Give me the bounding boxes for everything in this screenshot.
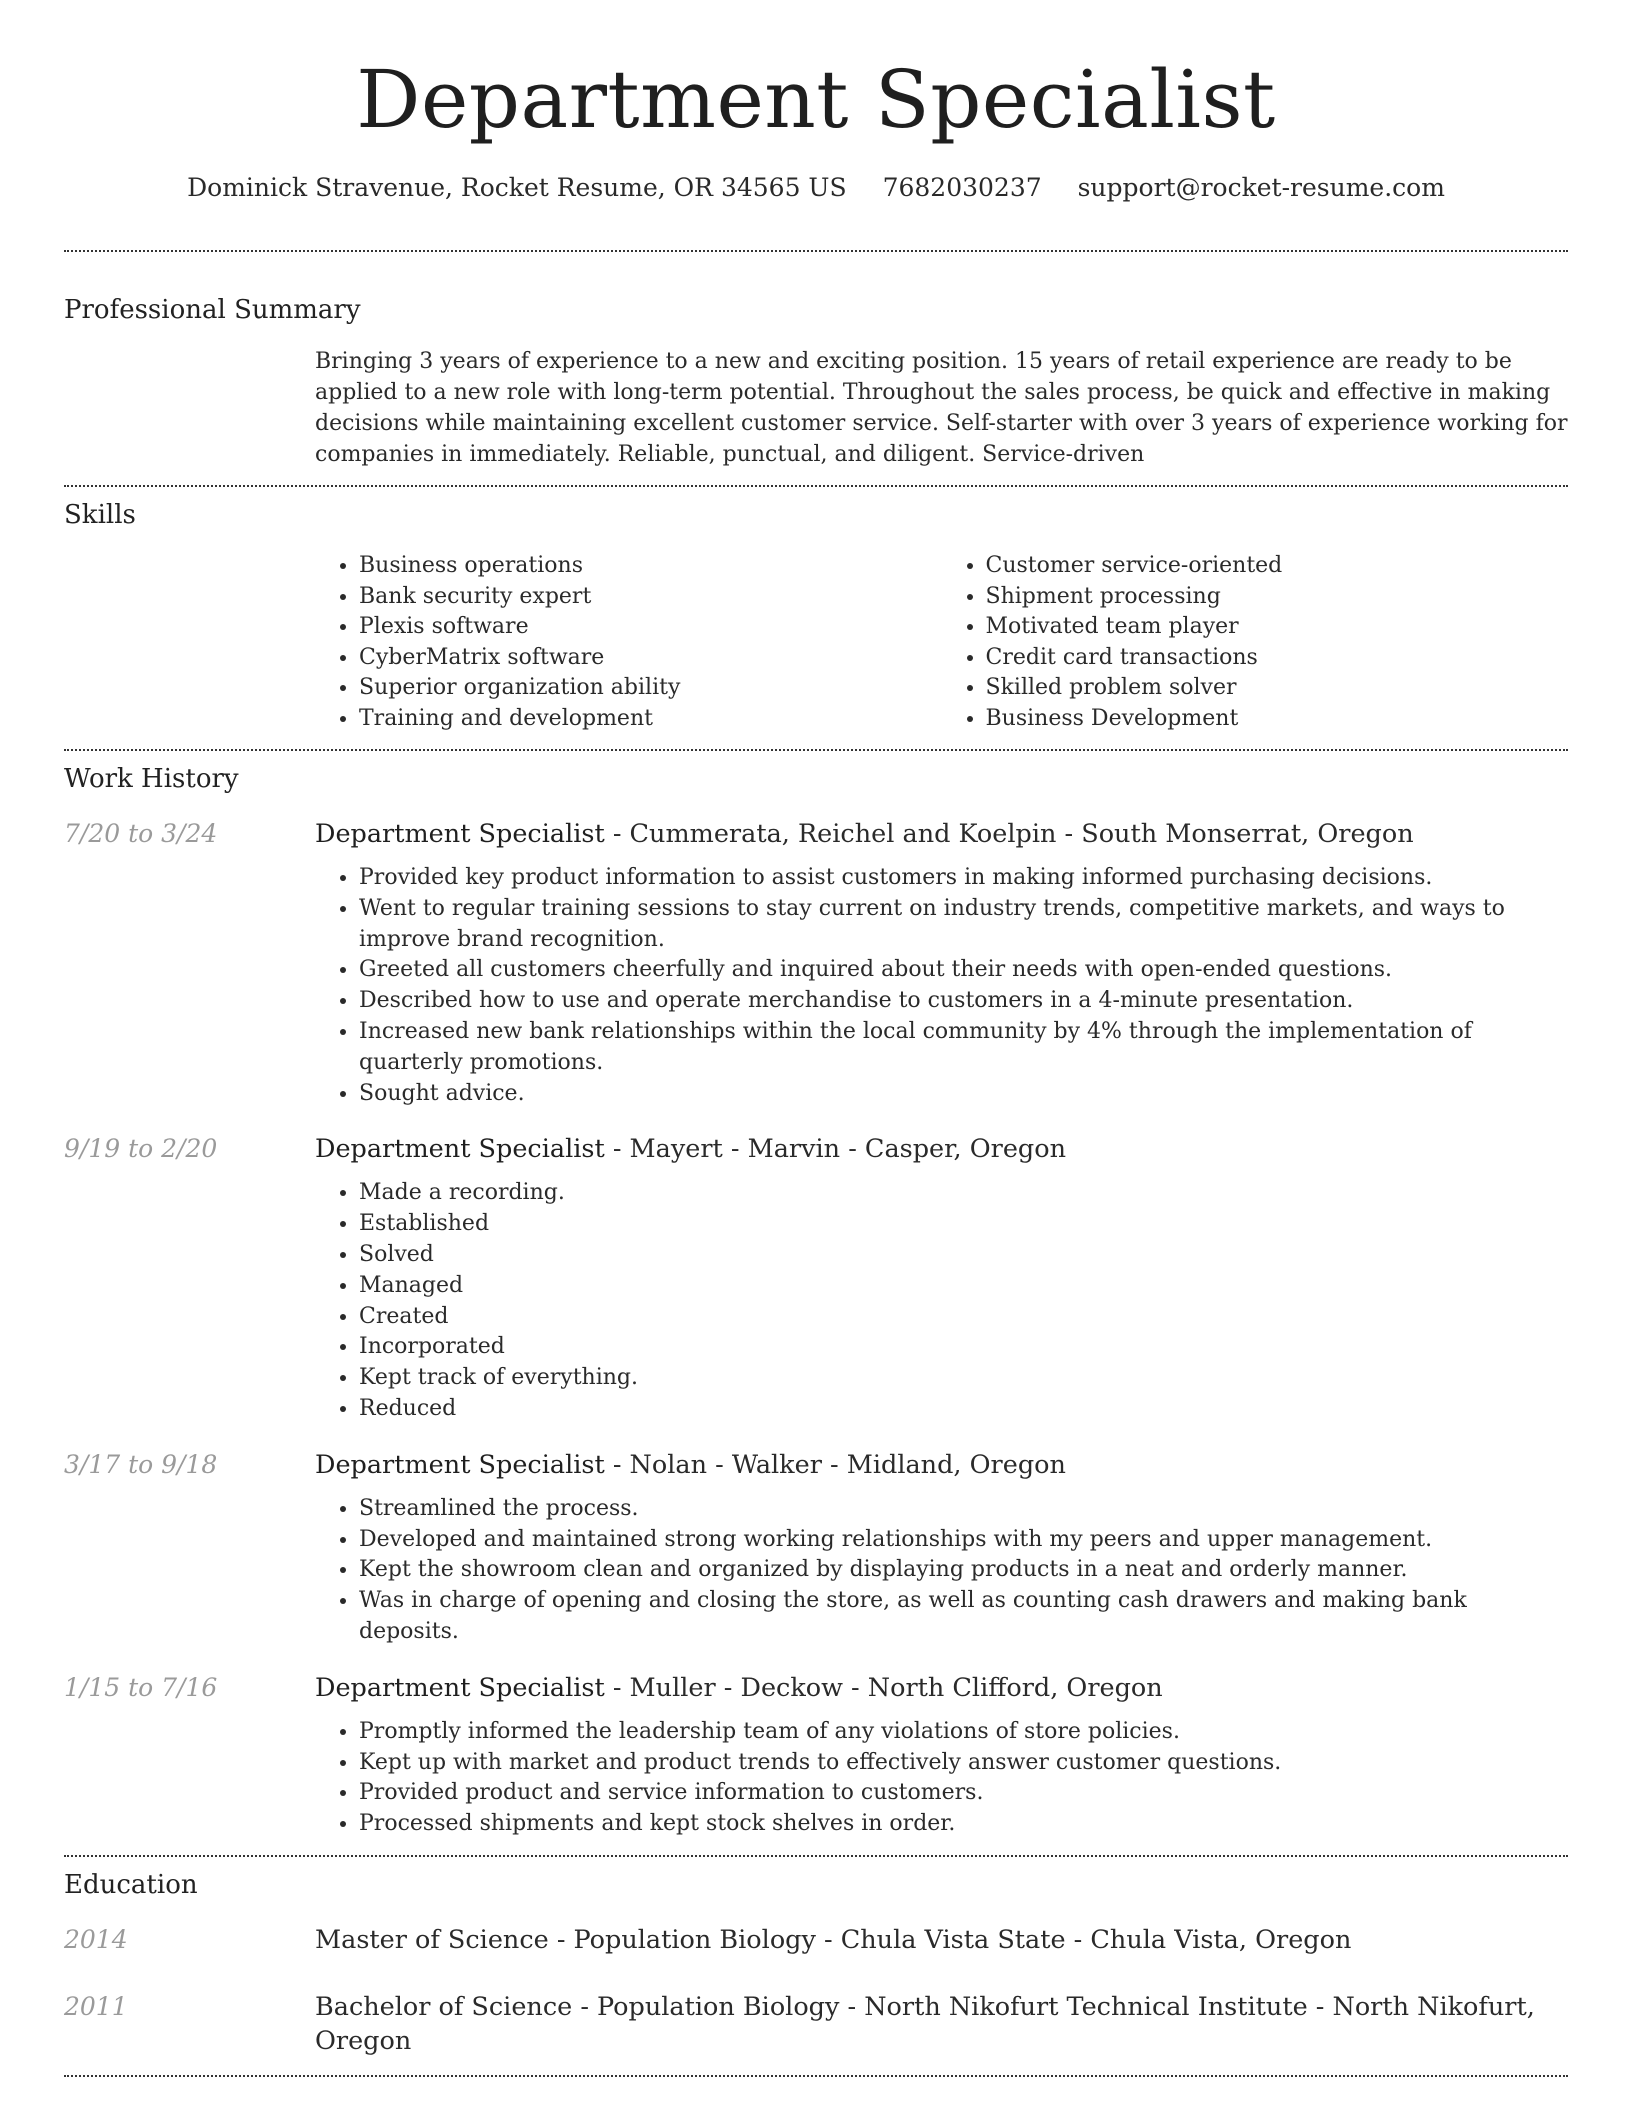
job-bullets [315, 1717, 1568, 1840]
education-degree: Master of Science - Population Biology [315, 1924, 816, 1955]
education-section [64, 1857, 1568, 2058]
skill-item: • CyberMatrix software [359, 643, 942, 674]
education-heading [315, 1923, 1568, 1957]
skill-item: • Business operations [359, 551, 942, 582]
section-title-education: Education [64, 1869, 198, 1900]
job-bullet: • Kept track of everything. [359, 1363, 1568, 1394]
job-bullet: • Created [359, 1302, 1568, 1333]
job-bullet: • Provided key product information to assist customers in making informed purchasing decisions. [359, 863, 1568, 894]
candidate-name: Department Specialist [356, 53, 1276, 146]
job-bullet: • Incorporated [359, 1332, 1568, 1363]
job-role: Department Specialist [315, 1672, 605, 1703]
job-role: Department Specialist [315, 1449, 605, 1480]
job-bullet: • Went to regular training sessions to stay current on industry trends, competitive markets, and ways to improve brand recognition. [359, 894, 1568, 956]
skill-item: • Shipment processing [986, 582, 1569, 613]
job-bullets [315, 1178, 1568, 1424]
job-bullet: • Increased new bank relationships within the local community by 4% through the implementation of quarterly promotions. [359, 1017, 1568, 1079]
education-year: 2014 [64, 1924, 128, 1954]
skills-list-left [315, 551, 942, 734]
job-bullet: • Streamlined the process. [359, 1494, 1568, 1525]
contact-address: Dominick Stravenue, Rocket Resume, OR 34565 US [187, 173, 847, 202]
job-bullets [315, 863, 1568, 1109]
education-year: 2011 [64, 1991, 128, 2021]
job-entry [64, 1671, 1568, 1840]
job-heading [315, 817, 1568, 851]
skill-item: • Business Development [986, 704, 1569, 735]
job-dates: 1/15 to 7/16 [64, 1672, 218, 1702]
section-title-skills: Skills [64, 500, 136, 530]
education-degree: Bachelor of Science - Population Biology [315, 1991, 840, 2022]
job-bullet: • Greeted all customers cheerfully and inquired about their needs with open-ended questions. [359, 955, 1568, 986]
job-bullet: • Solved [359, 1240, 1568, 1271]
job-bullet: • Sought advice. [359, 1079, 1568, 1110]
summary-body [315, 346, 1568, 470]
resume-header [64, 0, 1568, 206]
education-details: - North Nikofurt Technical Institute - North Nikofurt, Oregon [315, 1991, 1535, 2056]
job-bullet: • Managed [359, 1271, 1568, 1302]
job-bullet: • Kept the showroom clean and organized by displaying products in a neat and orderly manner. [359, 1555, 1568, 1586]
skills-section [64, 487, 1568, 734]
job-bullet: • Was in charge of opening and closing the store, as well as counting cash drawers and making bank deposits. [359, 1586, 1568, 1648]
job-heading [315, 1671, 1568, 1705]
job-dates: 3/17 to 9/18 [64, 1449, 218, 1479]
job-bullet: • Established [359, 1209, 1568, 1240]
job-entry [64, 1132, 1568, 1424]
skill-item: • Motivated team player [986, 612, 1569, 643]
job-entry [64, 817, 1568, 1109]
job-details: - Nolan - Walker - Midland, Oregon [604, 1449, 1066, 1480]
skill-item: • Plexis software [359, 612, 942, 643]
contact-phone: 7682030237 [882, 173, 1042, 202]
education-details: - Chula Vista State - Chula Vista, Oregon [815, 1924, 1352, 1955]
job-bullet: • Provided product and service information to customers. [359, 1778, 1568, 1809]
job-bullet: • Kept up with market and product trends to effectively answer customer questions. [359, 1748, 1568, 1779]
skill-item: • Training and development [359, 704, 942, 735]
work-section [64, 751, 1568, 1840]
job-dates: 7/20 to 3/24 [64, 819, 218, 848]
job-details: - Cummerata, Reichel and Koelpin - South Monserrat, Oregon [604, 819, 1414, 849]
job-role: Department Specialist [315, 1134, 605, 1165]
job-entry [64, 1448, 1568, 1648]
job-heading [315, 1448, 1568, 1482]
skill-item: • Skilled problem solver [986, 673, 1569, 704]
job-bullet: • Promptly informed the leadership team of any violations of store policies. [359, 1717, 1568, 1748]
job-bullet: • Developed and maintained strong working relationships with my peers and upper management. [359, 1525, 1568, 1556]
job-bullet: • Made a recording. [359, 1178, 1568, 1209]
skill-item: • Customer service-oriented [986, 551, 1569, 582]
skill-item: • Bank security expert [359, 582, 942, 613]
job-bullets [315, 1494, 1568, 1648]
job-dates: 9/19 to 2/20 [64, 1134, 218, 1164]
resume-page [64, 0, 1568, 2077]
skills-columns [315, 551, 1568, 734]
skills-list-right [942, 551, 1569, 734]
divider [64, 2075, 1568, 2077]
education-heading [315, 1990, 1568, 2058]
job-bullet: • Processed shipments and kept stock shelves in order. [359, 1809, 1568, 1840]
summary-section [64, 252, 1568, 470]
job-bullet: • Reduced [359, 1394, 1568, 1425]
section-title-summary: Professional Summary [64, 295, 361, 325]
education-entry [64, 1990, 1568, 2058]
job-bullet: • Described how to use and operate merchandise to customers in a 4-minute presentation. [359, 986, 1568, 1017]
job-heading [315, 1132, 1568, 1166]
job-role: Department Specialist [315, 819, 605, 849]
summary-text: Bringing 3 years of experience to a new and exciting position. 15 years of retail experience are ready to be applied to a new role with long-term potential. Throughout the sales process, be quick and effective in making decisions while maintaining excellent customer service. Self-starter with over 3 years of experience working for companies in immediately. Reliable, punctual, and diligent. Service-driven [315, 349, 1568, 467]
contact-line [64, 170, 1568, 206]
skill-item: • Superior organization ability [359, 673, 942, 704]
section-title-work: Work History [64, 764, 239, 794]
job-details: - Muller - Deckow - North Clifford, Oregon [604, 1672, 1163, 1703]
contact-email: support@rocket-resume.com [1077, 173, 1445, 202]
education-entry [64, 1923, 1568, 1957]
job-details: - Mayert - Marvin - Casper, Oregon [604, 1134, 1067, 1165]
skill-item: • Credit card transactions [986, 643, 1569, 674]
